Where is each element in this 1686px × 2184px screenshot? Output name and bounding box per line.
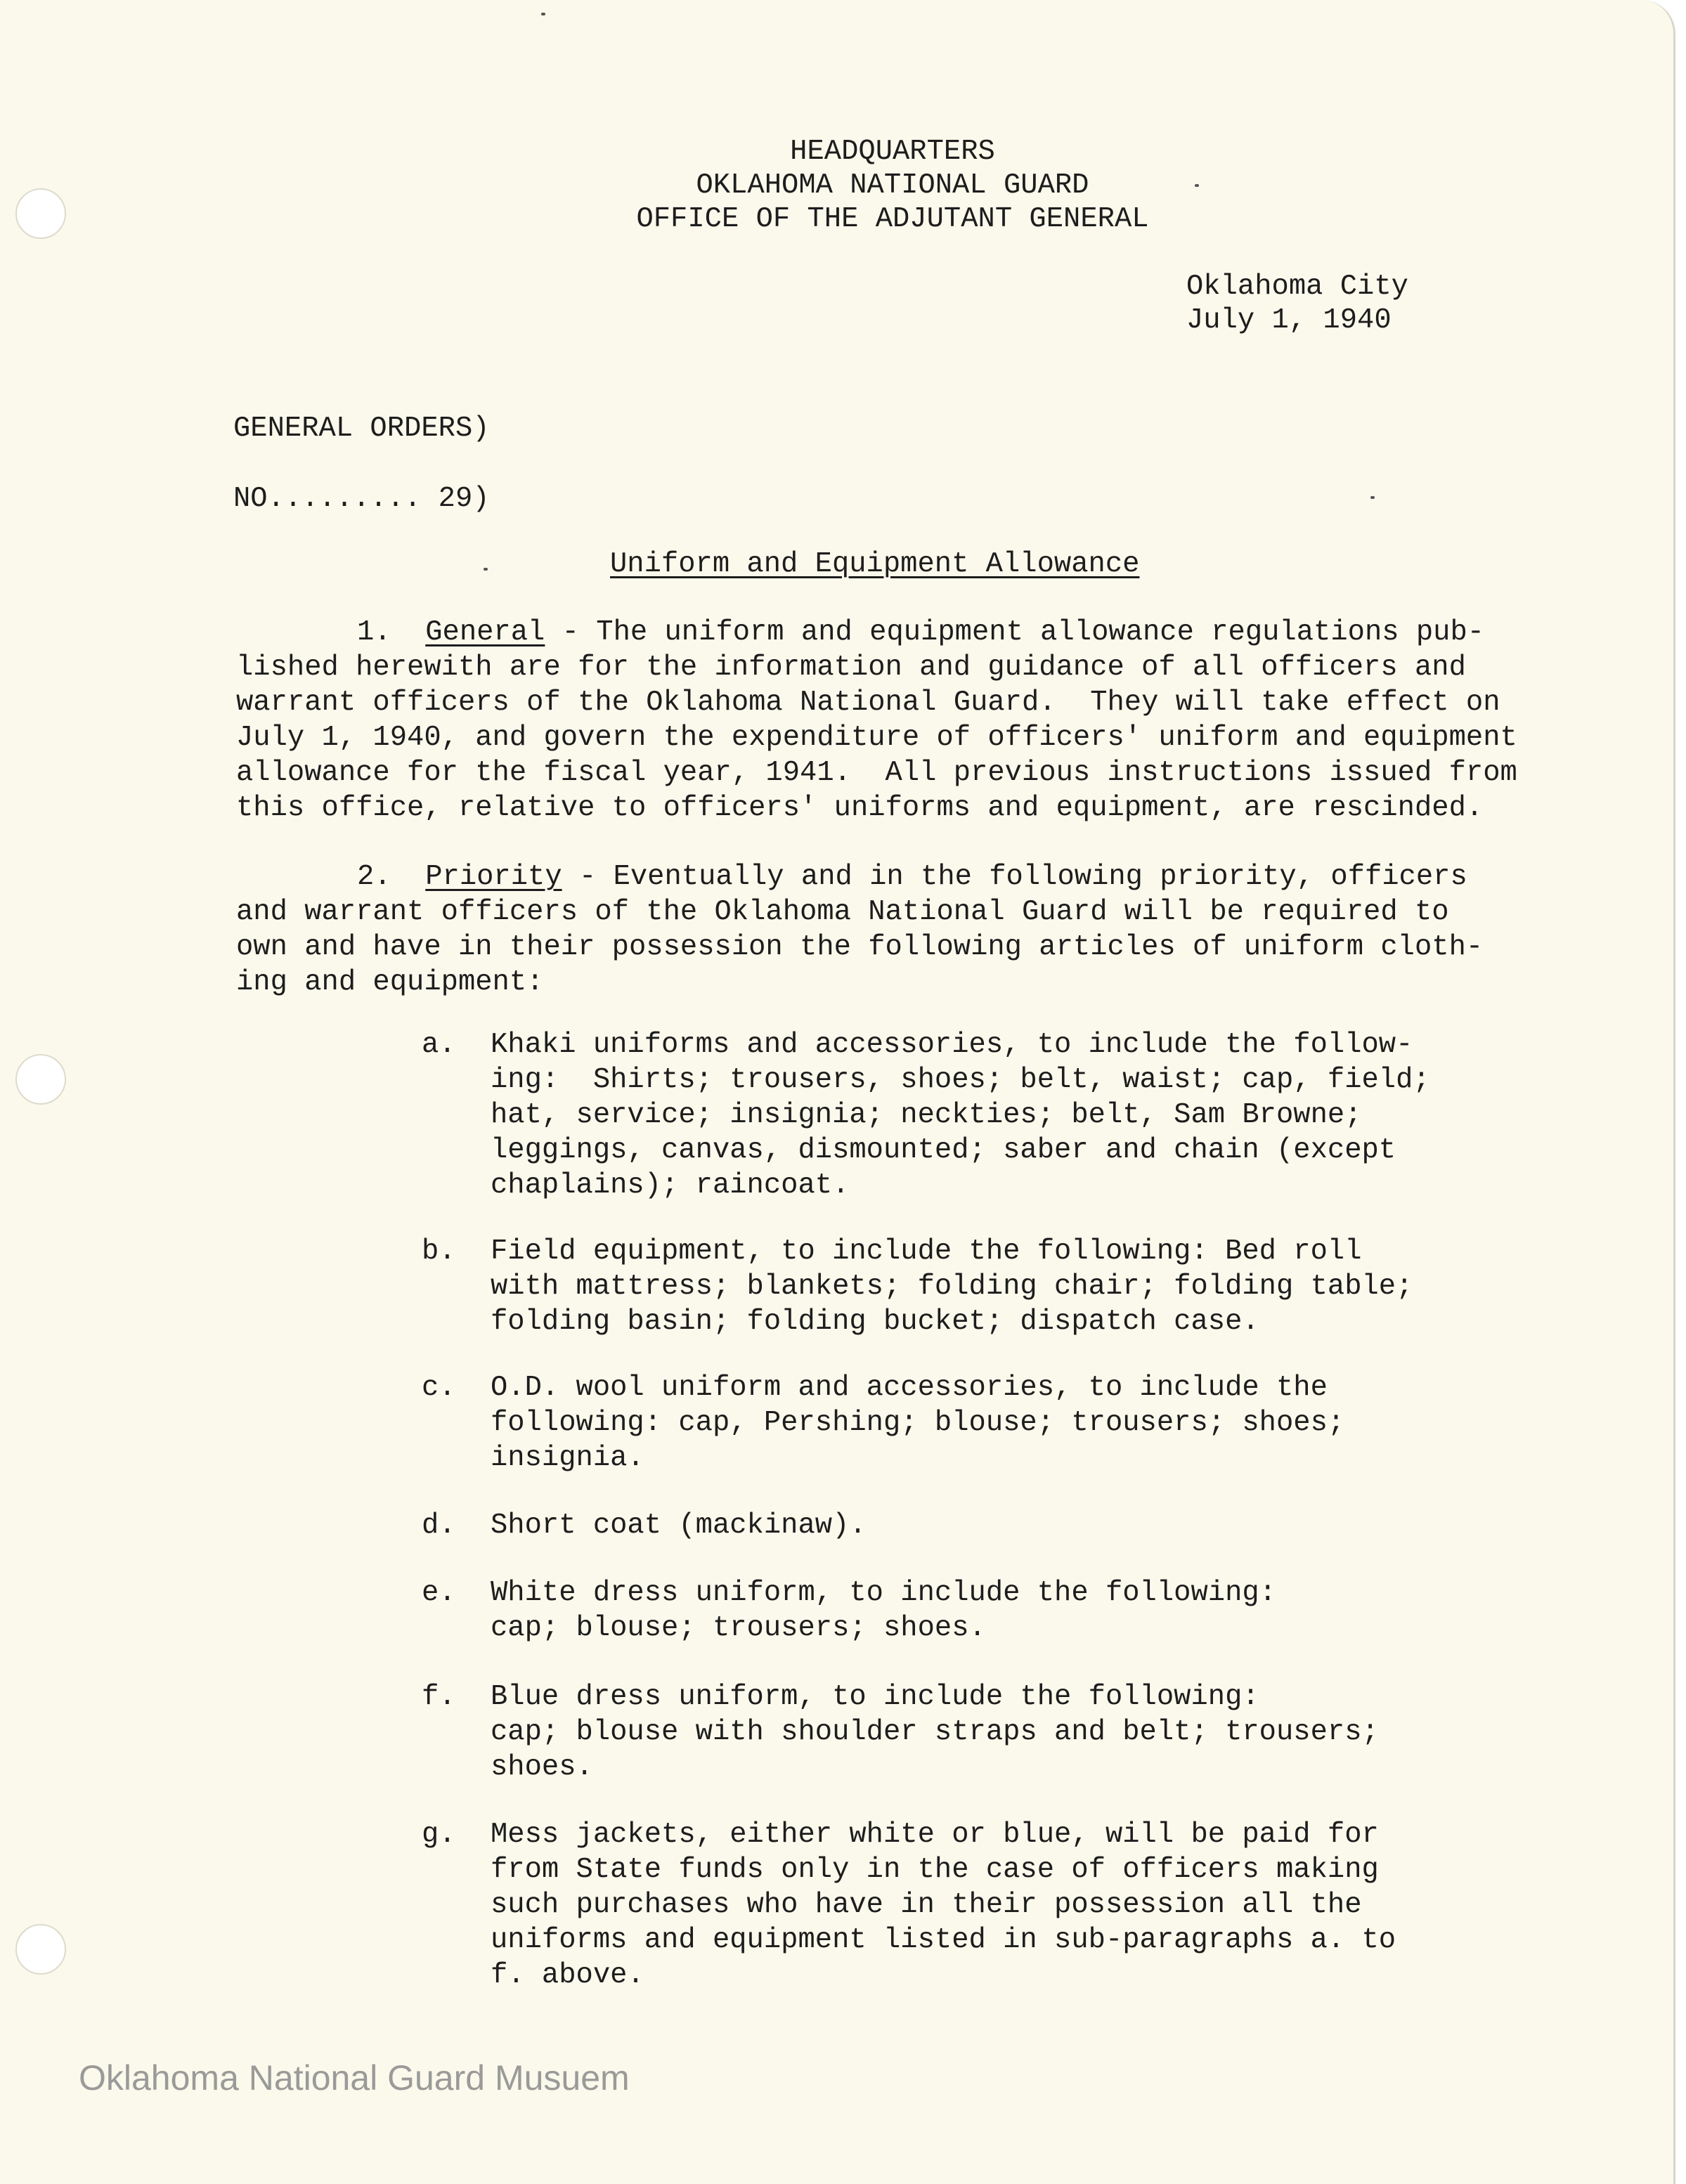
item-a-text	[491, 1027, 1439, 1203]
document-title: Uniform and Equipment Allowance	[610, 548, 1140, 580]
item-e-text	[491, 1575, 1439, 1646]
item-g-text	[491, 1817, 1439, 1993]
item-d-text	[491, 1508, 1439, 1543]
paragraph-1-line: lished herewith are for the information and guidance of all officers and	[236, 651, 1466, 684]
item-f-letter: f.	[422, 1681, 456, 1713]
item-f-line: Blue dress uniform, to include the following:	[491, 1681, 1259, 1713]
order-number: NO......... 29)	[233, 483, 490, 515]
item-d-line: Short coat (mackinaw).	[491, 1509, 867, 1542]
item-a-line: chaplains); raincoat.	[491, 1169, 850, 1202]
binder-hole-middle	[15, 1054, 66, 1105]
letterhead-line-2: OKLAHOMA NATIONAL GUARD	[696, 169, 1089, 202]
binder-hole-bottom	[15, 1924, 66, 1975]
item-c-line: insignia.	[491, 1442, 644, 1474]
item-e-letter: e.	[422, 1577, 456, 1609]
item-f-line: cap; blouse with shoulder straps and belt; trousers;	[491, 1716, 1379, 1748]
item-g-line: uniforms and equipment listed in sub-paragraphs a. to	[491, 1924, 1396, 1956]
paragraph-1-heading: General	[425, 616, 545, 649]
general-orders-label: GENERAL ORDERS)	[233, 412, 490, 445]
item-c-line: O.D. wool uniform and accessories, to include the	[491, 1372, 1328, 1404]
paragraph-1-number: 1.	[357, 616, 391, 649]
museum-watermark: Oklahoma National Guard Musuem	[79, 2058, 630, 2098]
item-b-line: with mattress; blankets; folding chair; folding table;	[491, 1270, 1413, 1303]
item-e-line: cap; blouse; trousers; shoes.	[491, 1612, 986, 1644]
item-b-line: Field equipment, to include the following: Bed roll	[491, 1235, 1362, 1268]
item-f-line: shoes.	[491, 1751, 593, 1783]
item-e-line: White dress uniform, to include the following:	[491, 1577, 1276, 1609]
ink-speck	[1370, 496, 1375, 499]
paragraph-1-line: this office, relative to officers' uniforms and equipment, are rescinded.	[236, 792, 1484, 824]
item-a-line: ing: Shirts; trousers, shoes; belt, waist; cap, field;	[491, 1064, 1430, 1096]
date: July 1, 1940	[1186, 304, 1392, 337]
paragraph-1-line: allowance for the fiscal year, 1941. All previous instructions issued from	[236, 757, 1517, 789]
item-g-line: Mess jackets, either white or blue, will be paid for	[491, 1819, 1379, 1851]
item-d-letter: d.	[422, 1509, 456, 1542]
paragraph-2-line: - Eventually and in the following priority, officers	[562, 861, 1467, 893]
item-f-text	[491, 1679, 1439, 1785]
paragraph-2-heading: Priority	[425, 861, 562, 893]
paragraph-1-line: July 1, 1940, and govern the expenditure of officers' uniform and equipment	[236, 722, 1517, 754]
item-c-text	[491, 1370, 1439, 1476]
paragraph-2-number: 2.	[357, 861, 391, 893]
letterhead-line-1: HEADQUARTERS	[790, 136, 995, 168]
item-b-letter: b.	[422, 1235, 456, 1268]
item-a-letter: a.	[422, 1029, 456, 1061]
paragraph-1-first-line	[357, 615, 1484, 650]
item-g-line: from State funds only in the case of officers making	[491, 1854, 1379, 1886]
paragraph-2-line: own and have in their possession the following articles of uniform cloth-	[236, 931, 1484, 963]
item-a-line: leggings, canvas, dismounted; saber and chain (except	[491, 1134, 1396, 1166]
item-g-line: such purchases who have in their possession all the	[491, 1889, 1362, 1921]
item-b-line: folding basin; folding bucket; dispatch case.	[491, 1306, 1259, 1338]
paragraph-1-line: warrant officers of the Oklahoma National Guard. They will take effect on	[236, 687, 1500, 719]
item-a-line: Khaki uniforms and accessories, to include the follow-	[491, 1029, 1413, 1061]
item-g-letter: g.	[422, 1819, 456, 1851]
letterhead-line-3: OFFICE OF THE ADJUTANT GENERAL	[636, 203, 1149, 235]
ink-speck	[541, 13, 545, 15]
item-b-text	[491, 1234, 1439, 1339]
item-c-line: following: cap, Pershing; blouse; trousers; shoes;	[491, 1407, 1345, 1439]
city: Oklahoma City	[1186, 271, 1408, 303]
item-g-line: f. above.	[491, 1959, 644, 1991]
item-a-line: hat, service; insignia; neckties; belt, Sam Browne;	[491, 1099, 1362, 1131]
paragraph-2-line: and warrant officers of the Oklahoma National Guard will be required to	[236, 896, 1449, 928]
paragraph-2-line: ing and equipment:	[236, 966, 544, 999]
paragraph-1-line: - The uniform and equipment allowance regulations pub-	[545, 616, 1485, 649]
ink-speck	[484, 568, 488, 571]
paragraph-2-first-line	[357, 859, 1467, 895]
item-c-letter: c.	[422, 1372, 456, 1404]
